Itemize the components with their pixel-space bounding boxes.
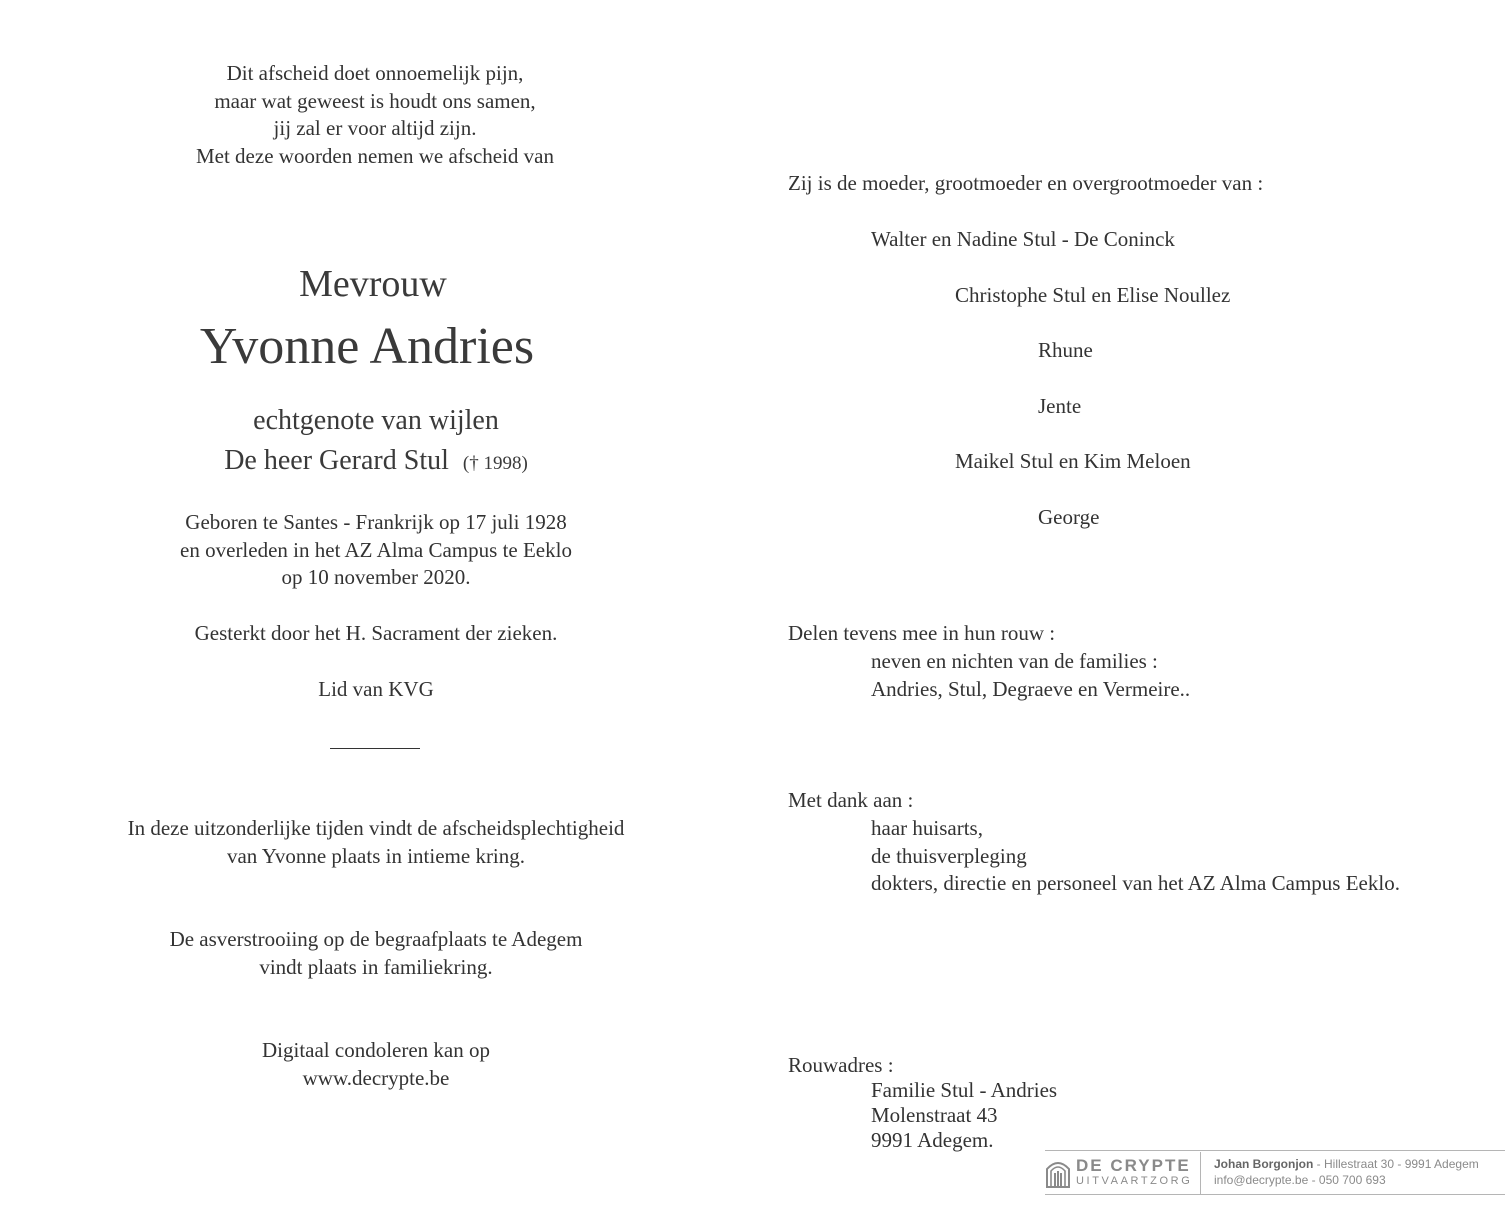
divider <box>330 748 420 749</box>
ashes-line: vindt plaats in familiekring. <box>259 954 493 979</box>
spouse-death: († 1998) <box>462 453 528 474</box>
poem-line: maar wat geweest is houdt ons samen, <box>214 88 536 113</box>
address-line: Molenstraat 43 <box>871 1103 998 1127</box>
funeral-home-address <box>1214 1157 1479 1171</box>
thanks-line: de thuisverpleging <box>871 844 1027 868</box>
poem <box>60 60 690 170</box>
thanks-line: haar huisarts, <box>871 816 983 840</box>
condolence-text: Digitaal condoleren kan op <box>261 1038 490 1062</box>
sacrament: Gesterkt door het H. Sacrament der zieken. <box>194 621 558 645</box>
footer-rule-top <box>1045 1150 1505 1151</box>
funeral-home-name: DE CRYPTE <box>1076 1156 1191 1175</box>
poem-line: Met deze woorden nemen we afscheid van <box>195 143 554 168</box>
ashes-info <box>61 926 691 981</box>
address-intro: Rouwadres : <box>788 1053 894 1077</box>
family-member: George <box>1038 505 1100 529</box>
director-name: Johan Borgonjon <box>1214 1157 1314 1171</box>
poem-line: jij zal er voor altijd zijn. <box>273 116 477 141</box>
condolence-info <box>61 1037 691 1092</box>
ceremony-line: van Yvonne plaats in intieme kring. <box>226 843 526 868</box>
birth-line: en overleden in het AZ Alma Campus te Eeklo <box>180 537 572 562</box>
funeral-home-subtitle: UITVAARTZORG <box>1076 1175 1193 1187</box>
deceased-title: Mevrouw <box>299 263 447 305</box>
poem-line: Dit afscheid doet onnoemelijk pijn, <box>226 61 524 85</box>
birth-line: op 10 november 2020. <box>281 565 471 590</box>
birth-line: Geboren te Santes - Frankrijk op 17 juli 1928 <box>185 510 567 534</box>
ashes-line: De asverstrooiing op de begraafplaats te Adegem <box>169 927 583 951</box>
address-text: - Hillestraat 30 - 9991 Adegem <box>1313 1157 1479 1171</box>
spouse-name: De heer Gerard Stul <box>224 445 449 476</box>
family-member: Maikel Stul en Kim Meloen <box>955 449 1191 473</box>
family-member: Rhune <box>1038 338 1093 362</box>
thanks-line: dokters, directie en personeel van het AZ Alma Campus Eeklo. <box>871 871 1400 895</box>
family-member: Walter en Nadine Stul - De Coninck <box>871 227 1175 251</box>
mourning-intro: Delen tevens mee in hun rouw : <box>788 621 1056 645</box>
membership: Lid van KVG <box>318 677 434 701</box>
deceased-name: Yvonne Andries <box>199 318 535 375</box>
address-line: Familie Stul - Andries <box>871 1078 1058 1102</box>
family-intro: Zij is de moeder, grootmoeder en overgrootmoeder van : <box>788 171 1264 195</box>
funeral-home-contact[interactable]: info@decrypte.be - 050 700 693 <box>1214 1173 1386 1187</box>
thanks-intro: Met dank aan : <box>788 788 914 812</box>
spouse-intro: echtgenote van wijlen <box>253 405 499 436</box>
footer-separator <box>1200 1152 1201 1194</box>
arch-icon <box>1046 1159 1070 1189</box>
mourning-line: Andries, Stul, Degraeve en Vermeire.. <box>871 677 1191 701</box>
ceremony-info <box>61 815 691 870</box>
footer-rule-bottom <box>1045 1194 1505 1195</box>
family-member: Christophe Stul en Elise Noullez <box>955 283 1231 307</box>
family-member: Jente <box>1038 394 1082 418</box>
birth-death-info <box>61 509 691 592</box>
condolence-link[interactable]: www.decrypte.be <box>302 1065 450 1090</box>
spouse-line <box>61 444 691 481</box>
address-line: 9991 Adegem. <box>871 1128 994 1152</box>
ceremony-line: In deze uitzonderlijke tijden vindt de afscheidsplechtigheid <box>127 816 625 840</box>
mourning-line: neven en nichten van de families : <box>871 649 1158 673</box>
